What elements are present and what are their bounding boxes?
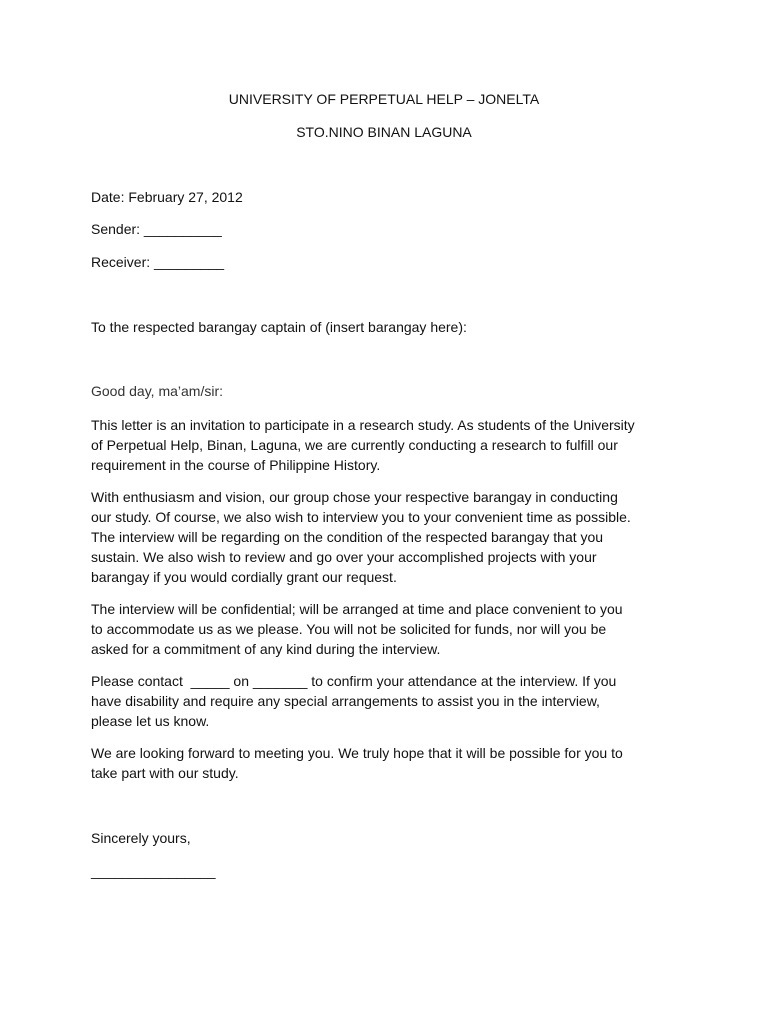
paragraph-line: please let us know. xyxy=(91,713,210,729)
paragraph-line: The interview will be confidential; will be arranged at time and place convenient to you xyxy=(91,601,623,617)
paragraph-line: to accommodate us as we please. You will not be solicited for funds, nor will you be xyxy=(91,621,607,637)
paragraph-line: our study. Of course, we also wish to interview you to your convenient time as possible. xyxy=(91,509,631,525)
location-header: STO.NINO BINAN LAGUNA xyxy=(296,124,472,140)
salutation: To the respected barangay captain of (insert barangay here): xyxy=(91,319,467,335)
paragraph-line: have disability and require any special arrangements to assist you in the interview, xyxy=(91,693,600,709)
paragraph-line: With enthusiasm and vision, our group chose your respective barangay in conducting xyxy=(91,489,618,505)
paragraph-line: Please contact _____ on _______ to confirm your attendance at the interview. If you xyxy=(91,673,617,689)
paragraph-line: take part with our study. xyxy=(91,765,239,781)
paragraph-purpose xyxy=(91,487,691,587)
paragraph-contact xyxy=(91,671,691,731)
date-line: Date: February 27, 2012 xyxy=(91,189,243,205)
paragraph-line: We are looking forward to meeting you. We truly hope that it will be possible for you to xyxy=(91,745,623,761)
paragraph-line: This letter is an invitation to participate in a research study. As students of the University xyxy=(91,417,635,433)
university-header: UNIVERSITY OF PERPETUAL HELP – JONELTA xyxy=(228,91,540,107)
closing-phrase: Sincerely yours, xyxy=(91,830,191,846)
receiver-line: Receiver: _________ xyxy=(91,254,225,270)
paragraph-closing xyxy=(91,743,691,783)
paragraph-invitation xyxy=(91,415,691,475)
paragraph-line: asked for a commitment of any kind during the interview. xyxy=(91,641,441,657)
paragraph-line: of Perpetual Help, Binan, Laguna, we are currently conducting a research to fulfill our xyxy=(91,437,618,453)
paragraph-line: The interview will be regarding on the condition of the respected barangay that you xyxy=(91,529,604,545)
paragraph-line: requirement in the course of Philippine History. xyxy=(91,457,381,473)
greeting: Good day, ma’am/sir: xyxy=(91,383,224,399)
paragraph-line: sustain. We also wish to review and go over your accomplished projects with your xyxy=(91,549,597,565)
paragraph-confidentiality xyxy=(91,599,691,659)
sender-line: Sender: __________ xyxy=(91,221,222,237)
signature-line: ________________ xyxy=(91,863,216,879)
paragraph-line: barangay if you would cordially grant our request. xyxy=(91,569,397,585)
